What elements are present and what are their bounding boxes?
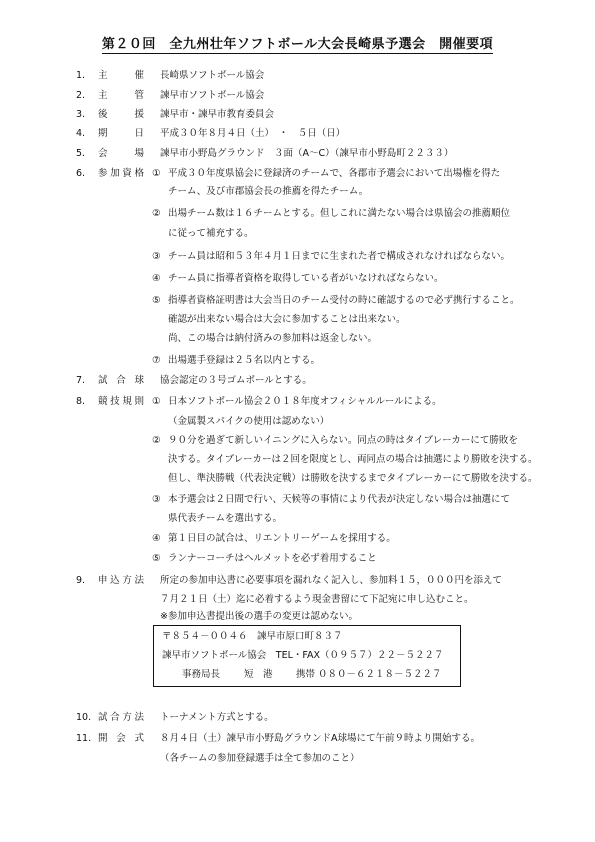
- eligibility-line: 尚、この場合は納付済みの参加料は返金しない。: [168, 333, 378, 344]
- eligibility-line: ③ チーム員は昭和５３年４月１日までに生まれた者で構成されなければならない。: [152, 251, 511, 262]
- rules-line: ④ 第１日目の試合は、リエントリーゲームを採用する。: [152, 533, 396, 544]
- contact-role: 事務局長: [182, 669, 221, 680]
- item-date: 4. 期 日 平成３０年８月４日（土） ・ ５日（日）: [76, 128, 346, 139]
- eligibility-line: ⑦ 出場選手登録は２５名以内とする。: [152, 355, 321, 366]
- page-title: 第２０回 全九州壮年ソフトボール大会長崎県予選会 開催要項: [101, 37, 494, 52]
- item-application: 9. 申込方法 所定の参加申込書に必要事項を漏れなく記入し、参加料１５，０００円を添えて: [76, 575, 503, 586]
- eligibility-line: チーム、及び市郡協会長の推薦を得たチーム。: [168, 186, 369, 197]
- rules-line: 但し、準決勝戦（代表決定戦）は勝敗を決するまでタイブレーカーにて勝敗を決する。: [168, 473, 538, 484]
- item-management: 2. 主 管 諫早市ソフトボール協会: [76, 90, 265, 101]
- eligibility-line: ④ チーム員に指導者資格を取得している者がいなければならない。: [152, 273, 444, 284]
- opening-note: （各チームの参加登録選手は全て参加のこと）: [160, 753, 360, 764]
- rules-line: （金属製スパイクの使用は認めない）: [168, 416, 330, 427]
- item-venue: 5. 会 場 諫早市小野島グラウンド ３面（A～C）（諫早市小野島町２２３３）: [76, 148, 454, 159]
- item-support: 3. 後 援 諫早市・諫早市教育委員会: [76, 109, 275, 120]
- contact-tel: 携帯 ０８０－６２１８－５２２７: [296, 669, 442, 680]
- eligibility-line: ⑤ 指導者資格証明書は大会当日のチーム受付の時に確認するので必ず携行すること。: [152, 295, 520, 306]
- item-ball: 7. 試 合 球 協会認定の３号ゴムボールとする。: [76, 375, 312, 386]
- rules-line: 県代表チームを選出する。: [168, 513, 283, 524]
- contact-name: 短 港: [244, 669, 273, 680]
- eligibility-line: 確認が出来ない場合は大会に参加することは出来ない。: [168, 314, 406, 325]
- rules-line: 決する。タイブレーカーは２回を限度とし、両同点の場合は抽選により勝敗を決する。: [168, 454, 538, 465]
- eligibility-line: ② 出場チーム数は１６チームとする。但しこれに満たない場合は県協会の推薦順位: [152, 208, 511, 219]
- application-line: ※参加申込書提出後の選手の変更は認めない。: [160, 611, 358, 622]
- item-format: 10. 試合方法 トーナメント方式とする。: [76, 712, 274, 723]
- contact-box: [153, 625, 461, 687]
- rules-line: ③ 本予選会は２日間で行い、天候等の事情により代表が決定しない場合は抽選にて: [152, 494, 511, 505]
- item-rules: 8. 競技規則 ① 日本ソフトボール協会２０１８年度オフィシャルルールによる。: [76, 396, 442, 407]
- eligibility-line: に従って補充する。: [168, 228, 254, 239]
- contact-org: 諫早市ソフトボール協会 TEL・FAX（０９５７）２２－５２２７: [162, 650, 444, 661]
- rules-line: ⑤ ランナーコーチはヘルメットを必ず着用すること: [152, 553, 377, 564]
- item-organizer: 1. 主 催 長崎県ソフトボール協会: [76, 70, 265, 81]
- contact-address: 〒８５４－００４６ 諫早市原口町８３７: [162, 631, 343, 642]
- item-eligibility: 6. 参加資格 ① 平成３０年度県協会に登録済のチームで、各郡市予選会において出場権を得た: [76, 168, 501, 179]
- application-line: ７月２１日（土）迄に必着するよう現金書留にて下記宛に申し込むこと。: [160, 594, 474, 605]
- item-opening: 11. 開 会 式 ８月４日（土）諫早市小野島グラウンドA球場にて午前９時より開始する。: [76, 733, 480, 744]
- rules-line: ② ９０分を過ぎて新しいイニングに入らない。同点の時はタイブレーカーにて勝敗を: [152, 435, 518, 446]
